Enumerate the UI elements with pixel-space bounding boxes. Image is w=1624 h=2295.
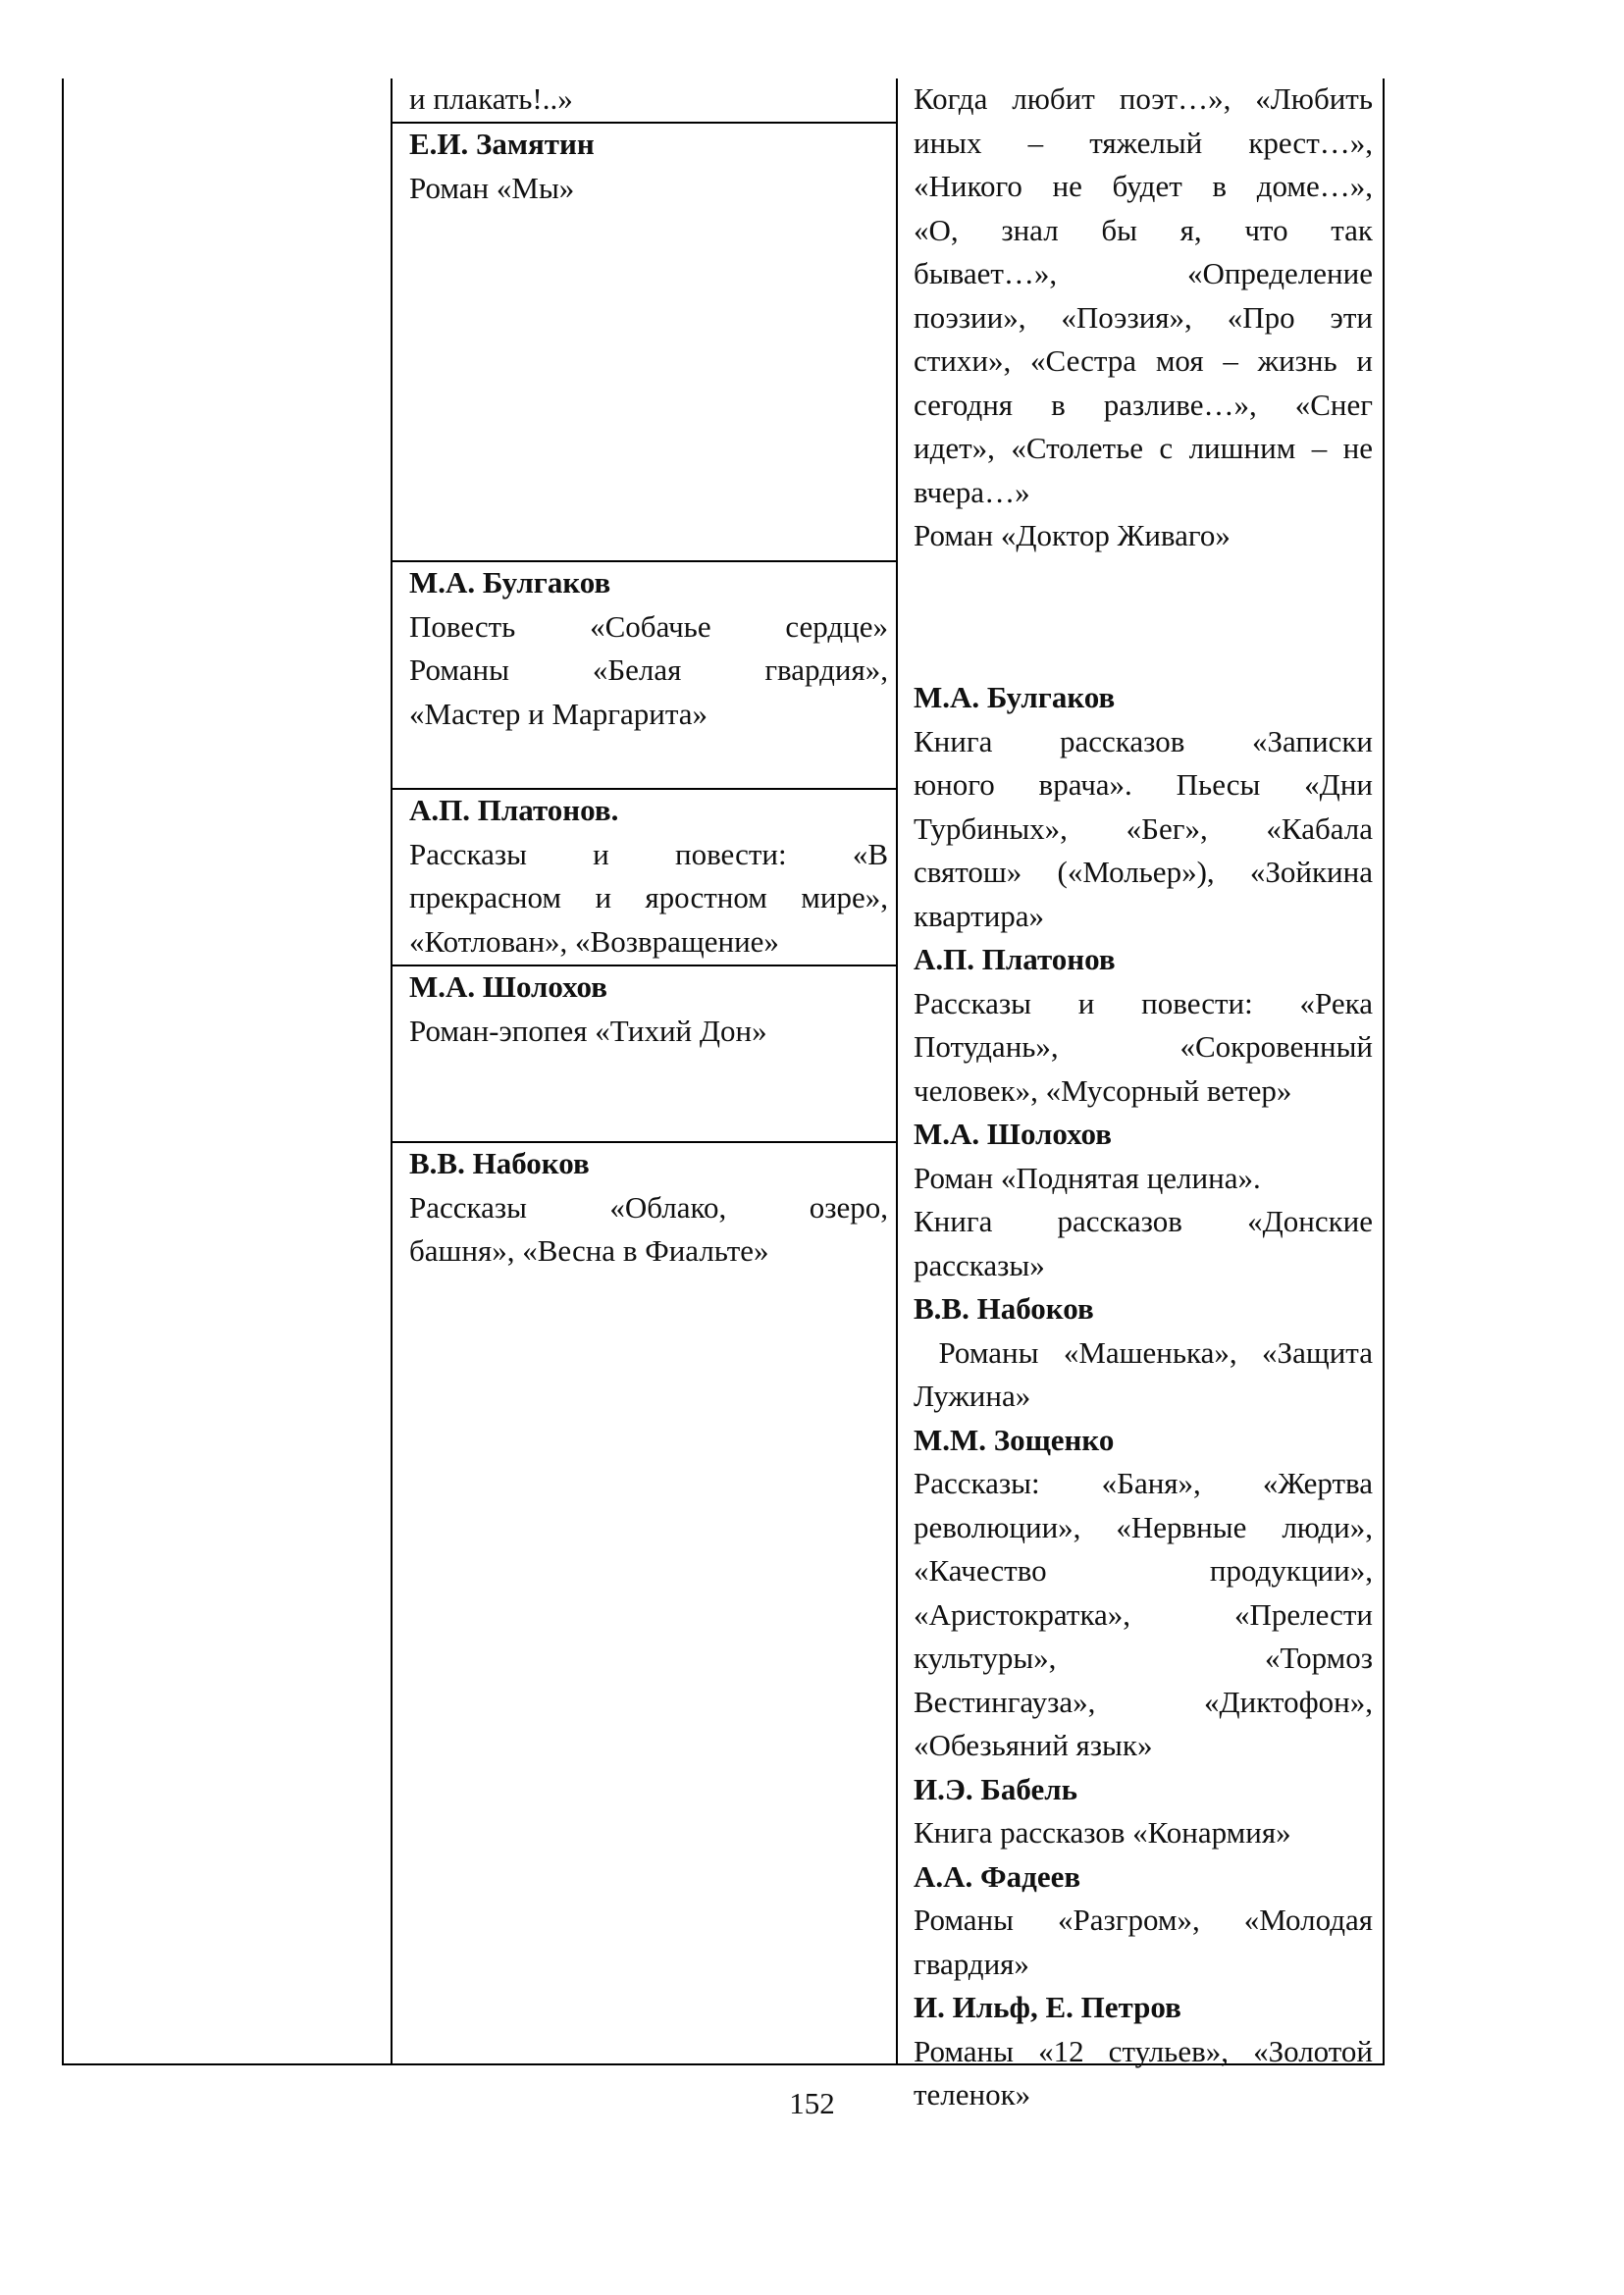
text-line: Роман-эпопея «Тихий Дон» [409,1013,767,1048]
author-name: И. Ильф, Е. Петров [914,1990,1181,2024]
column-divider [391,78,393,2063]
middle-cell-zamyatin [409,123,888,210]
text-line: Когда любит поэт…», «Любить [914,81,1373,116]
author-name: А.А. Фадеев [914,1858,1081,1894]
text-line: святош» («Мольер»), «Зойкина [914,855,1373,889]
text-line: Рассказы «Облако, озеро, [409,1189,888,1225]
text-line: «Качество продукции», [914,1553,1373,1588]
author-name: В.В. Набоков [409,1146,590,1180]
text-line: теленок» [914,2077,1031,2112]
text-line: поэзии», «Поэзия», «Про эти [914,299,1373,335]
text-line: квартира» [914,898,1045,933]
author-name: М.А. Булгаков [409,565,611,600]
column-divider [896,78,898,2063]
author-name: М.М. Зощенко [914,1422,1115,1457]
author-name: И.Э. Бабель [914,1771,1078,1806]
middle-cell-nabokov [409,1142,888,1274]
text-line: «Мастер и Маргарита» [409,696,708,731]
text-line: Рассказы и повести: «В [409,836,888,871]
text-line: Романы «Белая гвардия», [409,652,888,687]
author-name: М.А. Булгаков [914,680,1116,714]
author-name: В.В. Набоков [914,1291,1094,1326]
middle-cell-platonov [409,789,888,964]
text-line: «Никого не будет в доме…», [914,169,1373,203]
text-line: рассказы» [914,1247,1045,1282]
text-line: «О, знал бы я, что так [914,212,1373,247]
text-line: Романы «12 стульев», «Золотой [914,2033,1373,2068]
text-line: иных – тяжелый крест…», [914,125,1373,160]
text-line: Потудань», «Сокровенный [914,1029,1373,1064]
text-line: революции», «Нервные люди», [914,1509,1373,1544]
author-name: М.А. Шолохов [409,969,607,1004]
text-line: «Обезьяний язык» [914,1728,1153,1762]
middle-cell-bulgakov [409,561,888,736]
text-line: Книга рассказов «Конармия» [914,1815,1291,1850]
text-line: «Аристократка», «Прелести [914,1596,1373,1632]
text-line: гвардия» [914,1946,1029,1981]
text-line: Роман «Мы» [409,170,575,205]
text-line: и плакать!..» [409,81,573,116]
text-line: Романы «Разгром», «Молодая [914,1903,1373,1937]
text-line: бывает…», «Определение [914,256,1373,290]
text-line: «Котлован», «Возвращение» [409,923,779,959]
text-line: Романы «Машенька», «Защита [914,1334,1373,1370]
text-line: сегодня в разливе…», «Снег [914,387,1373,422]
middle-cell-sholokhov [409,965,888,1053]
text-line: Повесть «Собачье сердце» [409,608,888,644]
text-line: Лужина» [914,1379,1031,1413]
text-line: стихи», «Сестра моя – жизнь и [914,343,1373,378]
text-line: Рассказы и повести: «Река [914,985,1373,1020]
text-line: человек», «Мусорный ветер» [914,1072,1292,1108]
text-line: Книга рассказов «Донские [914,1204,1373,1238]
page-number: 152 [789,2086,835,2120]
text-line: Роман «Доктор Живаго» [914,518,1231,552]
text-line: Книга рассказов «Записки [914,723,1373,758]
text-line: Рассказы: «Баня», «Жертва [914,1466,1373,1500]
text-line: Роман «Поднятая целина». [914,1160,1261,1195]
text-line: Турбиных», «Бег», «Кабала [914,810,1373,846]
text-line: культуры», «Тормоз [914,1641,1373,1675]
text-line: вчера…» [914,474,1030,509]
right-cell-pasternak [914,78,1373,558]
right-cell-list [914,676,1373,2117]
author-name: Е.И. Замятин [409,127,595,161]
author-name: А.П. Платонов. [409,793,619,827]
text-line: юного врача». Пьесы «Дни [914,767,1373,802]
text-line: прекрасном и яростном мире», [409,880,888,914]
author-name: А.П. Платонов [914,942,1116,976]
author-name: М.А. Шолохов [914,1117,1112,1151]
text-line: башня», «Весна в Фиальте» [409,1233,769,1268]
text-line: идет», «Столетье с лишним – не [914,431,1373,465]
text-line: Вестингауза», «Диктофон», [914,1684,1373,1719]
middle-cell-0 [409,78,888,122]
